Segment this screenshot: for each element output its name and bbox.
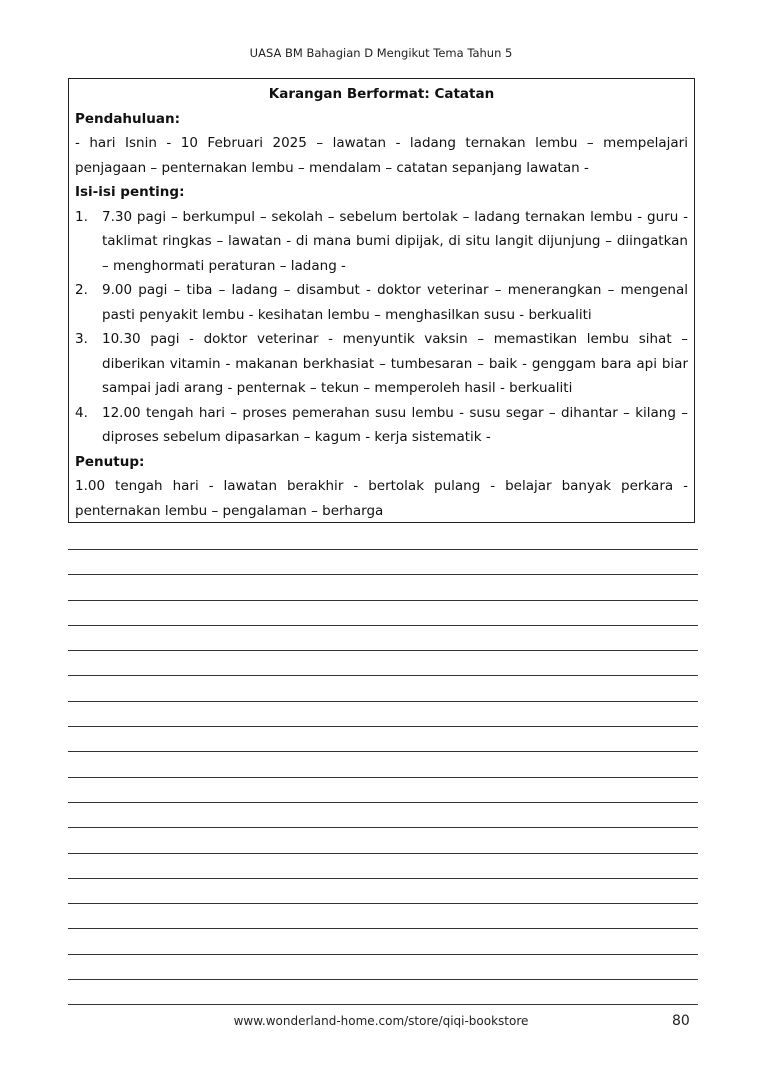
writing-lines [68, 549, 698, 1030]
writing-line [68, 751, 698, 776]
item-text: 12.00 tengah hari – proses pemerahan susu lembu - susu segar – dihantar – kilang – diproses sebelum dipasarkan – kagum - kerja sistematik - [102, 404, 688, 445]
item-text: 10.30 pagi - doktor veterinar - menyuntik vaksin – memastikan lembu sihat – diberikan vitamin - makanan berkhasiat – tumbesaran – baik - genggam bara api biar sampai jadi arang - penternak – tekun – memperoleh hasil - berkualiti [102, 331, 688, 396]
penutup-label: Penutup: [75, 453, 145, 470]
list-item [75, 327, 688, 401]
isi-list [75, 205, 688, 450]
outline-box [68, 78, 695, 523]
writing-line [68, 574, 698, 599]
writing-line [68, 853, 698, 878]
penutup-text: 1.00 tengah hari - lawatan berakhir - bertolak pulang - belajar banyak perkara - penternakan lembu – pengalaman – berharga [75, 478, 688, 519]
writing-line [68, 878, 698, 903]
writing-line [68, 675, 698, 700]
writing-line [68, 979, 698, 1004]
footer-url: www.wonderland-home.com/store/qiqi-bookstore [233, 1014, 529, 1028]
list-item [75, 278, 688, 327]
item-text: 7.30 pagi – berkumpul – sekolah – sebelum bertolak – ladang ternakan lembu - guru - taklimat ringkas – lawatan - di mana bumi dipijak, di situ langit dijunjung – diingatkan – menghormati peraturan – ladang - [102, 208, 688, 274]
writing-line [68, 903, 698, 928]
list-item [75, 401, 688, 450]
pendahuluan-text: - hari Isnin - 10 Februari 2025 – lawatan - ladang ternakan lembu – mempelajari penjagaan – penternakan lembu – mendalam – catatan sepanjang lawatan - [75, 135, 688, 176]
box-title: Karangan Berformat: Catatan [268, 86, 495, 102]
writing-line [68, 726, 698, 751]
isi-label: Isi-isi penting: [75, 184, 185, 200]
writing-line [68, 650, 698, 675]
writing-line [68, 954, 698, 979]
item-number: 4. [75, 404, 88, 421]
writing-line [68, 549, 698, 574]
item-number: 3. [75, 331, 88, 347]
writing-line [68, 802, 698, 827]
writing-line [68, 827, 698, 852]
writing-line [68, 600, 698, 625]
item-text: 9.00 pagi – tiba – ladang – disambut - doktor veterinar – menerangkan – mengenal pasti penyakit lembu - kesihatan lembu – menghasilkan susu - berkualiti [102, 282, 688, 323]
item-number: 1. [75, 208, 88, 225]
writing-line [68, 701, 698, 726]
writing-line [68, 625, 698, 650]
page-number: 80 [672, 1013, 690, 1029]
writing-line [68, 777, 698, 802]
page-header: UASA BM Bahagian D Mengikut Tema Tahun 5 [249, 46, 513, 60]
item-number: 2. [75, 282, 88, 298]
pendahuluan-label: Pendahuluan: [75, 110, 181, 127]
writing-line [68, 928, 698, 953]
list-item [75, 205, 688, 279]
